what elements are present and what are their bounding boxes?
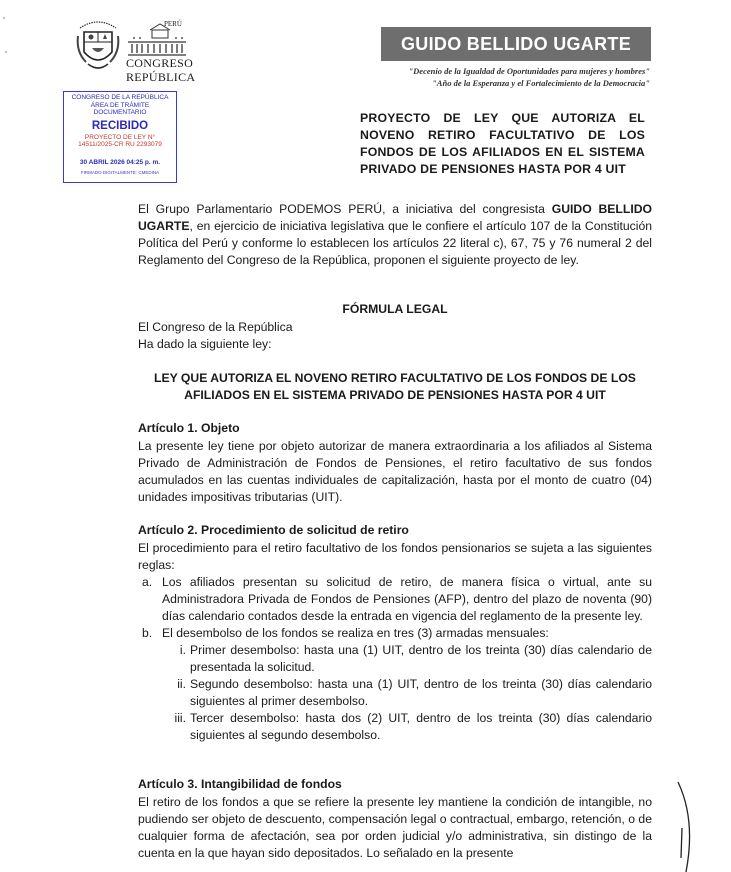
bill-title-line: FONDOS DE LOS AFILIADOS EN EL SISTEMA (360, 145, 645, 159)
congress-line-2: Ha dado la siguiente ley: (138, 337, 272, 351)
bill-title-line: PROYECTO DE LEY QUE AUTORIZA EL (360, 111, 645, 125)
sub-list-item-text: Tercer desembolso: hasta dos (2) UIT, dentro de los treinta (30) días calendario siguientes al segundo desembolso. (190, 711, 652, 742)
sub-list-marker: i. (179, 643, 186, 657)
stamp-datetime: 30 ABRIL 2026 04:25 p. m. (79, 158, 161, 166)
sub-list-item-text: Primer desembolso: hasta una (1) UIT, dentro de los treinta (30) días calendario de presentada la solicitud. (190, 643, 652, 674)
list-item-text: El desembolso de los fondos se realiza en tres (3) armadas mensuales: (162, 626, 549, 640)
coat-of-arms-icon (74, 18, 122, 74)
congress-building-icon (124, 20, 190, 56)
sub-list-item (138, 676, 652, 710)
sub-list-marker: iii. (174, 711, 186, 725)
scan-specks (0, 0, 20, 60)
margin-handwritten-mark (660, 780, 700, 872)
law-title-line-2: AFILIADOS EN EL SISTEMA PRIVADO DE PENSIONES HASTA POR 4 UIT (184, 388, 606, 402)
article-1-title: Artículo 1. Objeto (138, 421, 240, 435)
article-2-title: Artículo 2. Procedimiento de solicitud de retiro (138, 523, 409, 537)
reception-stamp (63, 91, 177, 183)
list-item (138, 625, 652, 642)
article-3-title: Artículo 3. Intangibilidad de fondos (138, 777, 342, 791)
stamp-line-1: CONGRESO DE LA REPÚBLICA (71, 94, 169, 101)
sub-list-item (138, 642, 652, 676)
motto-line-1: "Decenio de la Igualdad de Oportunidades para mujeres y hombres" (408, 66, 650, 76)
law-title (138, 370, 652, 404)
intro-text-1: El Grupo Parlamentario PODEMOS PERÚ, a iniciativa del congresista (138, 202, 552, 216)
bill-title-line: PRIVADO DE PENSIONES HASTA POR 4 UIT (360, 162, 626, 176)
list-marker: a. (142, 575, 153, 589)
article-2-text: El procedimiento para el retiro facultativo de los fondos pensionarios se sujeta a las siguientes reglas: (138, 541, 652, 572)
logo-word-republica: REPÚBLICA (126, 70, 196, 84)
bill-title-line: NOVENO RETIRO FACULTATIVO DE LOS (360, 128, 645, 142)
intro-text-2: , en ejercicio de iniciativa legislativa que le confiere el artículo 107 de la Constitución Política del Perú y conforme lo establecen los artículos 22 literal c), 67, 75 y 76 numeral 2 del Reglamento del Congreso de la República, proponen el siguiente proyecto de ley. (138, 219, 652, 267)
motto-line-2: "Año de la Esperanza y el Fortalecimiento de la Democracia" (432, 78, 650, 88)
article-3-text: El retiro de los fondos a que se refiere la presente ley mantiene la condición de intangible, no pudiendo ser objeto de descuento, compensación legal o contractual, embargo, retención, o de cualquier forma de afectación, sea por orden judicial y/o administrativa, sin distingo de la cuenta en la que hayan sido depositados. Lo señalado en la presente (138, 795, 652, 860)
congress-logo (124, 18, 196, 84)
stamp-line-2: ÁREA DE TRÁMITE DOCUMENTARIO (90, 101, 150, 116)
congress-line-1: El Congreso de la República (138, 320, 293, 334)
sub-list-item (138, 710, 652, 744)
law-title-line-1: LEY QUE AUTORIZA EL NOVENO RETIRO FACULTATIVO DE LOS FONDOS DE LOS (154, 371, 636, 385)
formula-heading: FÓRMULA LEGAL (342, 302, 448, 316)
stamp-project-label: PROYECTO DE LEY N° (84, 133, 156, 141)
intro-paragraph (138, 201, 652, 269)
stamp-signature: FIRMADO DIGITALMENTE: CMEDINA (80, 170, 160, 175)
logo-peru-text: PERÚ (164, 20, 182, 28)
stamp-status: RECIBIDO (91, 119, 149, 132)
intro-author-name: GUIDO BELLIDO UGARTE (138, 202, 652, 233)
logo-word-congreso: CONGRESO (126, 56, 194, 70)
article-1-text: La presente ley tiene por objeto autorizar de manera extraordinaria a los afiliados al Sistema Privado de Administración de Fondos de Pensiones, el retiro facultativo de sus fondos acumulados en las cuentas individuales de capitalización, hasta por el monto de cuatro (04) unidades impositivas tributarias (UIT). (138, 439, 652, 504)
list-item-text: Los afiliados presentan su solicitud de retiro, de manera física o virtual, ante su Administradora Privada de Fondos de Pensiones (AFP), dentro del plazo de noventa (90) días calendario contados desde la entrada en vigencia del reglamento de la presente ley. (162, 575, 652, 623)
sub-list-item-text: Segundo desembolso: hasta una (1) UIT, dentro de los treinta (30) días calendario siguientes al primer desembolso. (190, 677, 652, 708)
list-marker: b. (142, 626, 153, 640)
bill-title (360, 110, 645, 178)
article-2-list (138, 574, 652, 744)
author-banner: GUIDO BELLIDO UGARTE (381, 27, 651, 61)
stamp-project-number: 14511/2025-CR RU 2293079 (78, 141, 162, 148)
list-item (138, 574, 652, 625)
sub-list-marker: ii. (177, 677, 186, 691)
